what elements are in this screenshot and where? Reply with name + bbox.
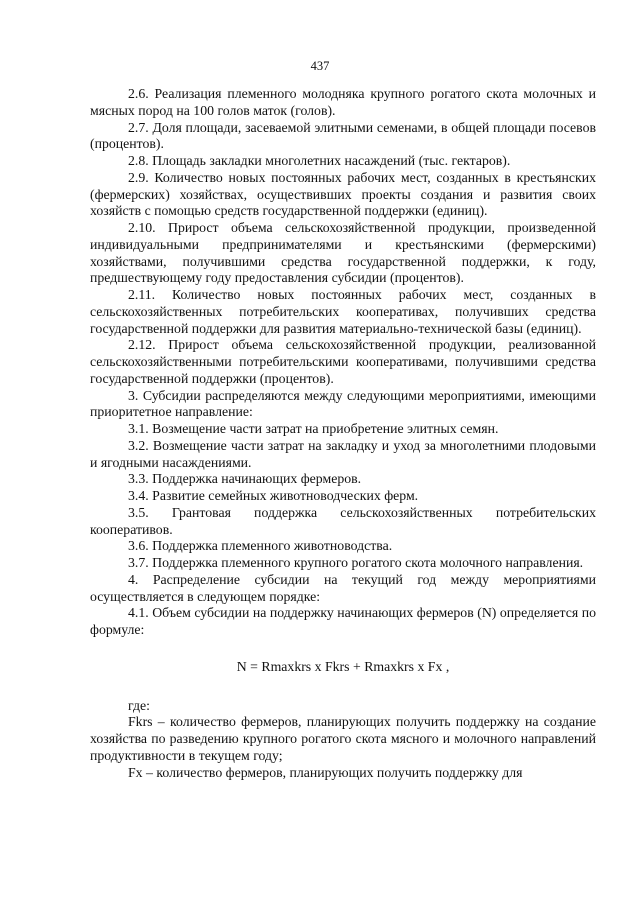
paragraph-3-3: 3.3. Поддержка начинающих фермеров. [128,471,362,487]
paragraph-3-6: 3.6. Поддержка племенного животноводства. [128,538,393,554]
paragraph-fx-definition: Fx – количество фермеров, планирующих получить поддержку для [128,764,523,780]
paragraph-2-6: 2.6. Реализация племенного молодняка крупного рогатого скота молочных и мясных пород на 100 голов маток (голов). [90,86,596,118]
paragraph-3-7: 3.7. Поддержка племенного крупного рогатого скота молочного направления. [128,555,584,570]
paragraph-2-11: 2.11. Количество новых постоянных рабочих мест, созданных в сельскохозяйственных потребительских кооперативах, получивших средства государственной поддержки для развития материально-технической базы (единиц). [90,287,596,336]
paragraph-2-8: 2.8. Площадь закладки многолетних насаждений (тыс. гектаров). [128,153,511,168]
paragraph-3-4: 3.4. Развитие семейных животноводческих ферм. [128,488,419,503]
paragraph-3: 3. Субсидии распределяются между следующими мероприятиями, имеющими приоритетное направление: [90,387,596,420]
paragraph-3-2: 3.2. Возмещение части затрат на закладку и уход за многолетними плодовыми и ягодными насаждениями. [90,437,596,470]
paragraph-3-5: 3.5. Грантовая поддержка сельскохозяйственных потребительских кооперативов. [90,504,596,537]
paragraph-2-10: 2.10. Прирост объема сельскохозяйственной продукции, произведенной индивидуальными предпринимателями и крестьянскими (фермерскими) хозяйствами, получившими средства государственной поддержки, к году, предшествующему году предоставления субсидии (процентов). [90,220,596,286]
paragraph-3-1: 3.1. Возмещение части затрат на приобретение элитных семян. [128,421,499,436]
document-body [90,86,596,781]
paragraph-fkrs-definition: Fkrs – количество фермеров, планирующих получить поддержку на создание хозяйства по разведению крупного рогатого скота мясного и молочного направлений продуктивности в текущем году; [90,714,596,763]
formula: N = Rmaxkrs x Fkrs + Rmaxkrs x Fx , [236,658,450,674]
paragraph-2-9: 2.9. Количество новых постоянных рабочих мест, созданных в крестьянских (фермерских) хозяйствах, осуществивших проекты создания и развития своих хозяйств с помощью средств государственной поддержки (единиц). [90,169,596,219]
page-number: 437 [310,59,330,73]
paragraph-4-1: 4.1. Объем субсидии на поддержку начинающих фермеров (N) определяется по формуле: [90,605,596,637]
paragraph-2-12: 2.12. Прирост объема сельскохозяйственной продукции, реализованной сельскохозяйственными потребительскими кооперативами, получившими средства государственной поддержки (процентов). [90,337,596,386]
paragraph-where: где: [128,697,150,713]
paragraph-2-7: 2.7. Доля площади, засеваемой элитными семенами, в общей площади посевов (процентов). [90,119,596,152]
paragraph-4: 4. Распределение субсидии на текущий год между мероприятиями осуществляется в следующем порядке: [90,571,596,604]
